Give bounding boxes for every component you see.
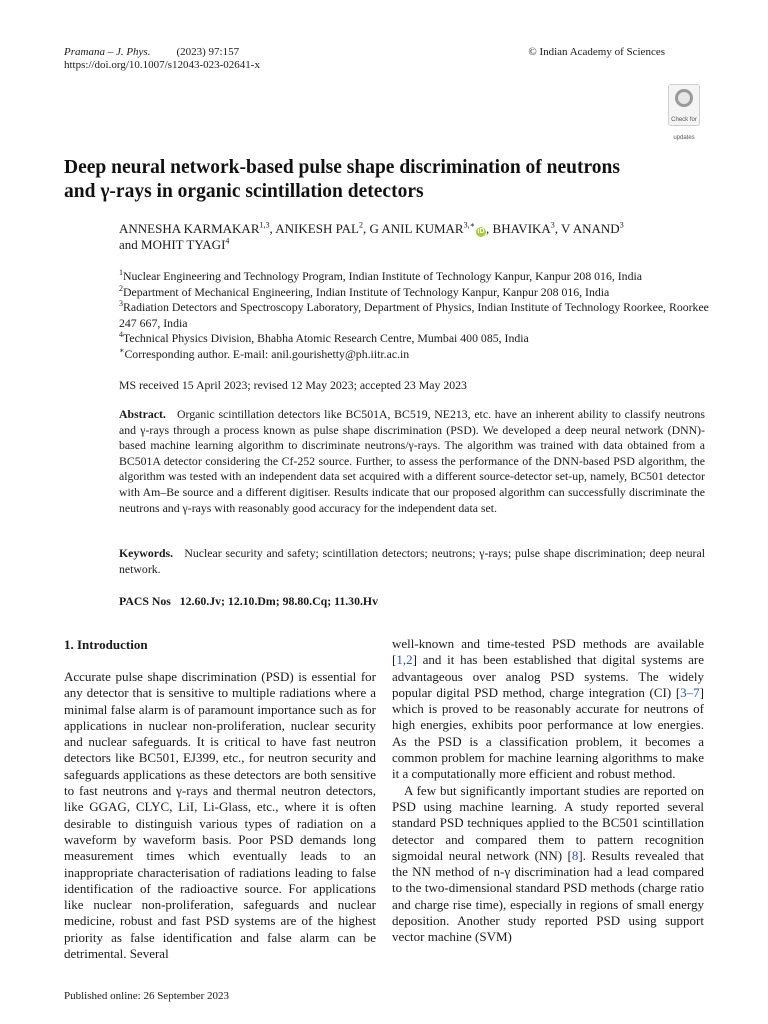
- affiliation-list: [119, 269, 709, 362]
- citation-link[interactable]: 1,2: [396, 652, 413, 668]
- abstract: [119, 407, 705, 516]
- affiliation-item: [119, 331, 709, 347]
- author-name: , ANIKESH PAL: [269, 221, 359, 236]
- corresponding-email[interactable]: Corresponding author. E-mail: anil.gourishetty@ph.iitr.ac.in: [124, 346, 410, 361]
- orcid-icon[interactable]: iD: [477, 228, 485, 235]
- body-paragraph: Accurate pulse shape discrimination (PSD) is essential for any detector that is sensitive to multiple radiations where a minimal false alarm is of paramount importance such as for applications in nuclear non-proliferation, nuclear security and nuclear safeguards. It is critical to have fast neutron detectors like BC501, EJ399, etc., for neutron security and safeguards applications as these detectors are both sensitive to fast neutrons and γ-rays and thermal neutron detectors, like GGAG, CLYC, LiI, Li-Glass, etc., where it is often desirable to distinguish various types of radiation on a waveform by waveform basis. Poor PSD demands long measurement times which eventually leads to an inappropriate characterisation of radiations leading to false identification of the radioactive source. For applications like nuclear non-proliferation, safeguards and nuclear medicine, robust and fast PSD systems are of the highest priority as false identification and false alarm can be detrimental. Several: [64, 669, 376, 962]
- pacs-label: PACS Nos: [119, 594, 171, 608]
- affiliation-item: [119, 285, 709, 301]
- author-affil-mark: 3: [619, 220, 624, 230]
- abstract-text: Organic scintillation detectors like BC501A, BC519, NE213, etc. have an inherent ability to classify neutrons and γ-rays through a process known as pulse shape discrimination (PSD). We developed a deep neural network (DNN)-based machine learning algorithm to discriminate neutrons/γ-rays. The algorithm was trained with data obtained from a BC501A detector considering the Cf-252 source. Further, to assess the performance of the DNN-based PSD algorithm, the algorithm was tested with an independent data set acquired with a different source-detector set-up, namely, BC501 detector with Am–Be source and a different digitiser. Results indicate that our proposed algorithm can successfully discriminate the neutrons and γ-rays with reasonably good accuracy for the independent data set.: [119, 407, 705, 515]
- check-updates-icon: [675, 89, 693, 107]
- published-date: Published online: 26 September 2023: [64, 990, 229, 1002]
- badge-label: Check for updates: [671, 117, 697, 141]
- author-affil-mark: 3: [550, 220, 555, 230]
- author-name: , G ANIL KUMAR: [362, 221, 464, 236]
- author-affil-mark: 3,∗: [463, 220, 476, 230]
- pacs-values: 12.60.Jv; 12.10.Dm; 98.80.Cq; 11.30.Hv: [179, 594, 378, 608]
- affiliation-item: [119, 300, 709, 331]
- affiliation-text: Technical Physics Division, Bhabha Atomic Research Centre, Mumbai 400 085, India: [123, 331, 529, 345]
- check-for-updates-badge[interactable]: [668, 84, 700, 141]
- section-heading: 1. Introduction: [64, 637, 148, 652]
- keywords: [119, 546, 705, 577]
- volume-info: (2023) 97:157: [176, 46, 240, 58]
- body-paragraph: [392, 636, 704, 783]
- manuscript-dates: MS received 15 April 2023; revised 12 May 2023; accepted 23 May 2023: [119, 378, 467, 392]
- intro-right-column: [392, 636, 704, 946]
- affiliation-text: Radiation Detectors and Spectroscopy Laboratory, Department of Physics, Indian Institute of Technology Roorkee, Roorkee 247 667, India: [119, 300, 709, 330]
- affiliation-mark: 4: [119, 330, 123, 340]
- citation-link[interactable]: 3–7: [680, 684, 700, 700]
- affiliation-text: Nuclear Engineering and Technology Program, Indian Institute of Technology Kanpur, Kanpur 208 016, India: [123, 269, 642, 283]
- journal-citation: [64, 46, 239, 59]
- affiliation-mark: 3: [119, 299, 123, 309]
- doi-link[interactable]: https://doi.org/10.1007/s12043-023-02641-x: [64, 59, 260, 71]
- keywords-text: Nuclear security and safety; scintillation detectors; neutrons; γ-rays; pulse shape discrimination; deep neural network.: [119, 546, 705, 576]
- body-text: ] which is proved to be reasonably accurate for neutrons of high energies, exhibits poor performance at low energies. As the PSD is a classification problem, it becomes a common problem for machine learning algorithms to make it a computationally more efficient and robust method.: [392, 684, 704, 782]
- abstract-label: Abstract.: [119, 407, 166, 421]
- keywords-label: Keywords.: [119, 546, 174, 560]
- author-affil-mark: 4: [225, 236, 230, 246]
- author-name: ANNESHA KARMAKAR: [119, 221, 260, 236]
- paper-title: [64, 156, 704, 204]
- citation-link[interactable]: 8: [571, 847, 579, 863]
- title-line-2: and γ-rays in organic scintillation detectors: [64, 181, 424, 202]
- body-paragraph: [392, 783, 704, 946]
- affiliation-mark: 1: [119, 268, 123, 278]
- body-text: A few but significantly important studies are reported on PSD using machine learning. A study reported several standard PSD techniques applied to the BC501 scintillation detector and compared them to pattern recognition sigmoidal neural network (NN) [: [392, 782, 704, 863]
- author-name: , BHAVIKA: [486, 221, 551, 236]
- affiliation-text: Department of Mechanical Engineering, Indian Institute of Technology Kanpur, Kanpur 208 016, India: [123, 284, 610, 299]
- affiliation-mark: ∗: [119, 345, 125, 355]
- title-line-1: Deep neural network-based pulse shape discrimination of neutrons: [64, 157, 620, 178]
- pacs-numbers: [119, 594, 378, 608]
- author-affil-mark: 2: [358, 220, 363, 230]
- corresponding-author: [119, 347, 709, 363]
- author-affil-mark: 1,3: [259, 220, 270, 230]
- body-text: ] and it has been established that digital systems are advantageous over analog PSD systems. The widely popular digital PSD method, charge integration (CI) [: [392, 652, 704, 700]
- body-text: ]. Results revealed that the NN method of n-γ discrimination had a lead compared to the two-dimensional standard PSD methods (charge ratio and charge rise time), especially in regions of small energy deposition. Another study reported PSD using support vector machine (SVM): [392, 847, 704, 945]
- body-text: well-known and time-tested PSD methods are available [: [392, 636, 704, 668]
- affiliation-mark: 2: [119, 283, 123, 293]
- publisher-notice: © Indian Academy of Sciences: [528, 46, 665, 58]
- author-name: , V ANAND: [554, 221, 620, 236]
- affiliation-item: [119, 269, 709, 285]
- author-name: and MOHIT TYAGI: [119, 237, 226, 252]
- journal-name: Pramana – J. Phys.: [64, 46, 151, 58]
- author-list: [119, 221, 719, 253]
- intro-left-column: [64, 669, 376, 962]
